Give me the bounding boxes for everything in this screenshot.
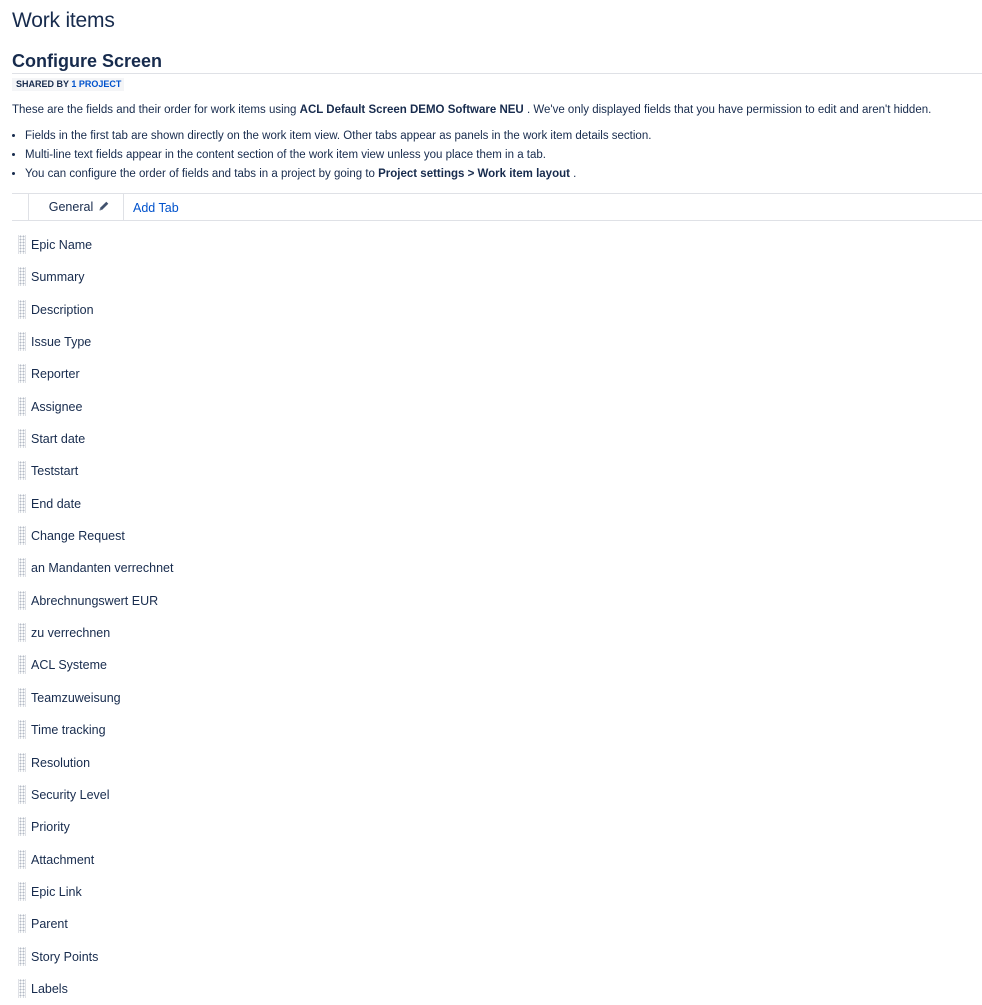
intro-text	[12, 103, 982, 117]
drag-handle-icon[interactable]	[18, 623, 26, 642]
page-title: Work items	[12, 9, 115, 32]
field-row[interactable]	[12, 294, 982, 326]
drag-handle-icon[interactable]	[18, 688, 26, 707]
field-row[interactable]	[12, 811, 982, 843]
info-bullets	[12, 127, 982, 184]
field-label: Epic Link	[31, 884, 82, 899]
field-label: Story Points	[31, 949, 99, 964]
field-row[interactable]	[12, 552, 982, 584]
drag-handle-icon[interactable]	[18, 461, 26, 480]
drag-handle-icon[interactable]	[18, 979, 26, 998]
field-label: Description	[31, 302, 94, 317]
field-label: Abrechnungswert EUR	[31, 593, 159, 608]
drag-handle-icon[interactable]	[18, 914, 26, 933]
field-row[interactable]	[12, 844, 982, 876]
drag-handle-icon[interactable]	[18, 397, 26, 416]
field-row[interactable]	[12, 488, 982, 520]
drag-handle-icon[interactable]	[18, 235, 26, 254]
drag-handle-icon[interactable]	[18, 526, 26, 545]
field-row[interactable]	[12, 326, 982, 358]
drag-handle-icon[interactable]	[18, 947, 26, 966]
drag-handle-icon[interactable]	[18, 655, 26, 674]
bullet-configure-order	[25, 165, 982, 184]
field-row[interactable]	[12, 261, 982, 293]
field-row[interactable]	[12, 876, 982, 908]
field-label: Assignee	[31, 399, 83, 414]
field-label: Labels	[31, 981, 68, 996]
drag-handle-icon[interactable]	[18, 429, 26, 448]
field-row[interactable]	[12, 358, 982, 390]
field-label: Summary	[31, 270, 85, 285]
field-label: Reporter	[31, 367, 80, 382]
bullet-configure-path: Project settings > Work item layout	[378, 168, 570, 180]
field-row[interactable]	[12, 747, 982, 779]
bullet-first-tab: • Fields in the first tab are shown directly on the work item view. Other tabs appear as panels in the work item details section.	[25, 127, 982, 146]
field-list	[12, 229, 982, 1005]
field-row[interactable]	[12, 423, 982, 455]
add-tab-link[interactable]: Add Tab	[133, 201, 179, 215]
tab-general[interactable]	[28, 193, 124, 220]
drag-handle-icon[interactable]	[18, 332, 26, 351]
field-label: End date	[31, 496, 82, 511]
field-label: an Mandanten verrechnet	[31, 561, 174, 576]
shared-prefix: SHARED BY	[16, 79, 69, 89]
configure-screen-title: Configure Screen	[12, 50, 982, 74]
bullet-multiline: • Multi-line text fields appear in the content section of the work item view unless you place them in a tab.	[25, 146, 982, 165]
field-label: Epic Name	[31, 238, 93, 252]
field-label: Teamzuweisung	[31, 690, 121, 705]
drag-handle-icon[interactable]	[18, 850, 26, 869]
field-label: Teststart	[31, 464, 79, 479]
drag-handle-icon[interactable]	[18, 785, 26, 804]
field-label: Start date	[31, 432, 86, 447]
field-label: zu verrechnen	[31, 626, 111, 641]
shared-badge	[12, 78, 124, 91]
drag-handle-icon[interactable]	[18, 558, 26, 577]
field-row[interactable]	[12, 455, 982, 487]
field-label: Time tracking	[31, 723, 106, 738]
intro-screen-name: ACL Default Screen DEMO Software NEU	[299, 104, 524, 116]
bullet-configure-suffix: .	[573, 168, 577, 180]
field-row[interactable]	[12, 714, 982, 746]
field-label: Attachment	[31, 852, 95, 867]
field-label: Change Request	[31, 529, 125, 544]
bullet-configure-prefix: You can configure the order of fields and tabs in a project by going to	[25, 168, 375, 180]
field-row[interactable]	[12, 391, 982, 423]
drag-handle-icon[interactable]	[18, 364, 26, 383]
field-label: Security Level	[31, 787, 110, 802]
field-row[interactable]	[12, 941, 982, 973]
field-label: ACL Systeme	[31, 658, 107, 673]
drag-handle-icon[interactable]	[18, 817, 26, 836]
field-row[interactable]	[12, 908, 982, 940]
drag-handle-icon[interactable]	[18, 267, 26, 286]
field-label: Priority	[31, 820, 70, 835]
pencil-icon[interactable]	[98, 200, 110, 212]
drag-handle-icon[interactable]	[18, 720, 26, 739]
field-label: Resolution	[31, 755, 91, 770]
field-row[interactable]	[12, 649, 982, 681]
field-label: Parent	[31, 917, 68, 932]
drag-handle-icon[interactable]	[18, 300, 26, 319]
field-row[interactable]	[12, 617, 982, 649]
field-row[interactable]	[12, 520, 982, 552]
shared-project-link[interactable]: 1 PROJECT	[71, 79, 122, 89]
drag-handle-icon[interactable]	[18, 494, 26, 513]
intro-prefix: These are the fields and their order for work items using	[12, 104, 297, 116]
drag-handle-icon[interactable]	[18, 591, 26, 610]
field-row[interactable]	[12, 585, 982, 617]
field-row[interactable]	[12, 973, 982, 1005]
intro-suffix: . We've only displayed fields that you have permission to edit and aren't hidden.	[526, 104, 932, 116]
drag-handle-icon[interactable]	[18, 753, 26, 772]
tabs-bar	[12, 193, 982, 221]
field-row[interactable]	[12, 779, 982, 811]
drag-handle-icon[interactable]	[18, 882, 26, 901]
tab-general-label: General	[48, 200, 94, 214]
field-label: Issue Type	[31, 335, 92, 350]
field-row[interactable]	[12, 682, 982, 714]
field-row[interactable]	[12, 229, 982, 261]
